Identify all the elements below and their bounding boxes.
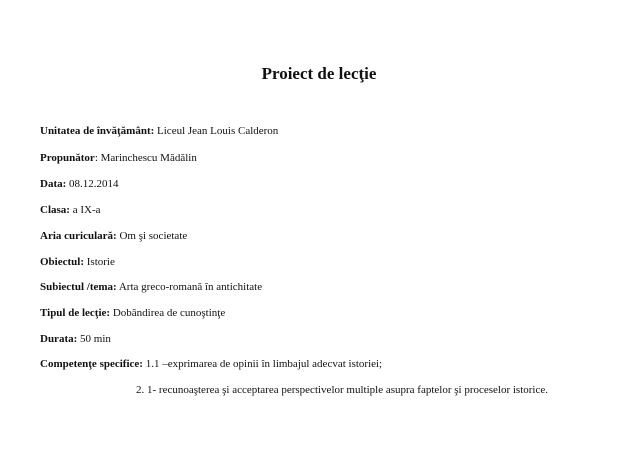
field-label: Aria curiculară:	[40, 230, 117, 242]
field-label: Data:	[40, 178, 67, 190]
field-class	[40, 203, 101, 217]
document-title: Proiect de lecţie	[261, 64, 377, 83]
field-curricular-area	[40, 229, 187, 243]
field-value: Arta greco-romană în antichitate	[118, 281, 263, 293]
field-value: Dobândirea de cunoştinţe	[112, 307, 226, 319]
field-competences	[40, 357, 382, 371]
field-lesson-type	[40, 306, 225, 320]
field-value: : Marinchescu Mădălin	[94, 152, 197, 164]
field-value: 08.12.2014	[69, 178, 119, 190]
field-value: Om şi societate	[119, 230, 188, 242]
field-date	[40, 177, 119, 191]
field-school-unit	[40, 124, 278, 138]
field-label: Propunător	[40, 152, 95, 164]
field-topic	[40, 280, 262, 294]
field-label: Durata:	[40, 333, 78, 345]
field-label: Subiectul /tema:	[40, 281, 117, 293]
field-value: a IX-a	[72, 204, 101, 216]
field-label: Obiectul:	[40, 256, 84, 268]
field-proposer	[40, 151, 197, 165]
field-label: Competenţe specifice:	[40, 358, 143, 370]
field-value: Istorie	[86, 256, 115, 268]
field-value: 50 min	[80, 333, 111, 345]
field-label: Clasa:	[40, 204, 70, 216]
field-value: Liceul Jean Louis Calderon	[157, 125, 279, 137]
field-duration	[40, 332, 111, 346]
field-label: Tipul de lecţie:	[40, 307, 111, 319]
field-subject	[40, 255, 115, 269]
field-value: 1.1 –exprimarea de opinii în limbajul adecvat istoriei;	[145, 358, 383, 370]
competence-continuation: 2. 1- recunoaşterea şi acceptarea perspectivelor multiple asupra faptelor şi proceselor istorice.	[136, 384, 549, 396]
field-label: Unitatea de învăţământ:	[40, 125, 155, 137]
